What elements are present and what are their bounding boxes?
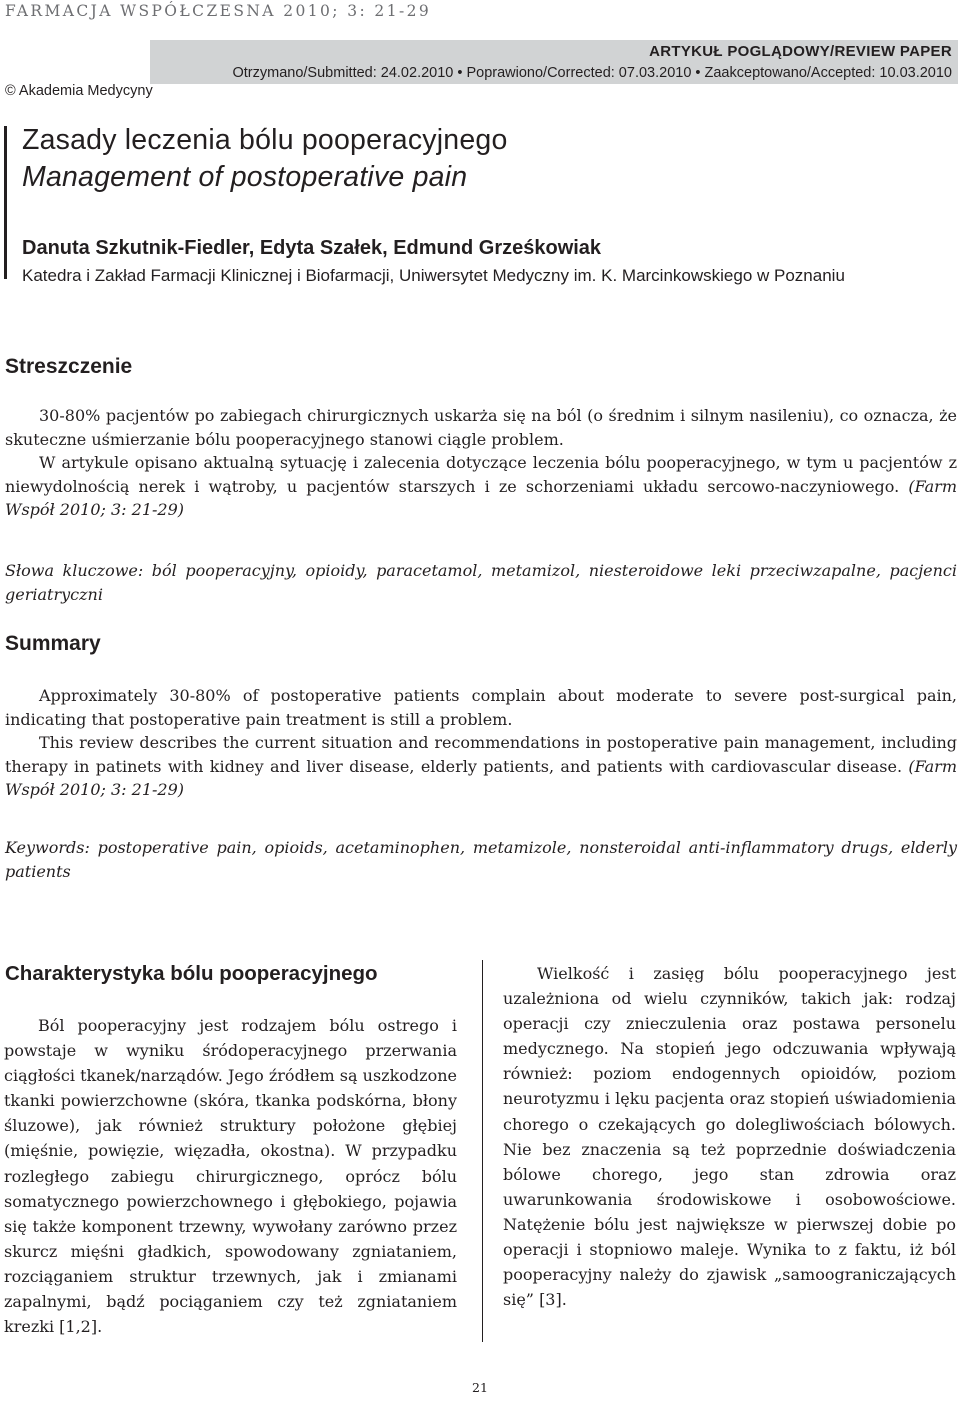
title-english: Management of postoperative pain [22, 161, 468, 193]
copyright-notice: © Akademia Medycyny [5, 83, 153, 99]
heading-streszczenie: Streszczenie [5, 355, 133, 378]
keywords-english: Keywords: postoperative pain, opioids, acetaminophen, metamizole, nonsteroidal anti-inflammatory drugs, elderly patients [5, 838, 957, 881]
submission-dates: Otrzymano/Submitted: 24.02.2010 • Poprawiono/Corrected: 07.03.2010 • Zaakceptowano/Accepted: 10.03.2010 [232, 65, 952, 81]
abstract-polish-citation: (Farm Współ 2010; 3: 21-29) [5, 476, 957, 519]
abstract-polish-paragraph-2 [5, 451, 957, 522]
abstract-english-citation: (Farm Współ 2010; 3: 21-29) [5, 756, 957, 799]
authors: Danuta Szkutnik-Fiedler, Edyta Szałek, Edmund Grześkowiak [22, 237, 602, 259]
abstract-polish-text: W artykule opisano aktualną sytuację i zalecenia dotyczące leczenia bólu pooperacyjnego, w tym u pacjentów z niewydolnością nerek i wątroby, u pacjentów starszych i ze schorzeniami układu sercowo-naczyniowego. [5, 453, 957, 496]
title-rule [4, 126, 7, 279]
column-divider [482, 960, 483, 1342]
page-number: 21 [472, 1380, 488, 1395]
abstract-english [5, 684, 957, 802]
keywords-polish: Słowa kluczowe: ból pooperacyjny, opioidy, paracetamol, metamizol, niesteroidowe leki przeciwzapalne, pacjenci geriatryczni [5, 561, 957, 604]
title-polish: Zasady leczenia bólu pooperacyjnego [22, 124, 508, 156]
abstract-english-paragraph-2 [5, 731, 957, 802]
body-column-right [503, 961, 956, 1312]
abstract-polish-paragraph-1: 30-80% pacjentów po zabiegach chirurgicznych uskarża się na ból (o średnim i silnym nasileniu), co oznacza, że skuteczne uśmierzanie bólu pooperacyjnego stanowi ciągle problem. [5, 406, 957, 449]
article-type: ARTYKUŁ POGLĄDOWY/REVIEW PAPER [649, 43, 952, 60]
heading-charakterystyka: Charakterystyka bólu pooperacyjnego [5, 962, 378, 985]
affiliation: Katedra i Zakład Farmacji Klinicznej i Biofarmacji, Uniwersytet Medyczny im. K. Marcinkowskiego w Poznaniu [22, 266, 845, 285]
abstract-english-paragraph-1: Approximately 30-80% of postoperative patients complain about moderate to severe post-surgical pain, indicating that postoperative pain treatment is still a problem. [5, 686, 957, 729]
abstract-polish [5, 404, 957, 522]
body-column-left [4, 1013, 457, 1339]
abstract-english-text: This review describes the current situation and recommendations in postoperative pain management, including therapy in patinets with kidney and liver disease, elderly patients, and patients with cardiovascular disease. [5, 733, 957, 776]
heading-summary: Summary [5, 632, 101, 655]
journal-header: FARMACJA WSPÓŁCZESNA 2010; 3: 21-29 [5, 2, 432, 20]
body-paragraph-right: Wielkość i zasięg bólu pooperacyjnego jest uzależniona od wielu czynników, takich jak: rodzaj operacji czy znieczulenia oraz postawa personelu medycznego. Na stopień jego odczuwania wpływają również: poziom endogennych opioidów, poziom neurotyzmu i lęku pacjenta oraz stopień uświadomienia chorego o czekających go dolegliwościach bólowych. Nie bez znaczenia są też poprzednie doświadczenia bólowe chorego, jego stan zdrowia oraz uwarunkowania środowiskowe i osobowościowe. Natężenie bólu jest największe w pierwszej dobie po operacji i stopniowo maleje. Wynika to z faktu, iż ból pooperacyjny należy do zjawisk „samoograniczających się” [3]. [503, 964, 956, 1310]
body-paragraph-left: Ból pooperacyjny jest rodzajem bólu ostrego i powstaje w wyniku śródoperacyjnego przerwania ciągłości tkanek/narządów. Jego źródłem są uszkodzone tkanki powierzchowne (skóra, tkanka podskórna, błony śluzowe), jak również struktury położone głębiej (mięśnie, powięzie, więzadła, okostna). W przypadku rozległego zabiegu chirurgicznego, oprócz bólu somatycznego powierzchownego i głębokiego, pojawia się także komponent trzewny, wywołany zarówno przez skurcz mięśni gładkich, spowodowany zgniataniem, rozciąganiem struktur trzewnych, jak i zmianami zapalnymi, bądź pociąganiem czy też zgniataniem krezki [1,2]. [4, 1016, 457, 1337]
